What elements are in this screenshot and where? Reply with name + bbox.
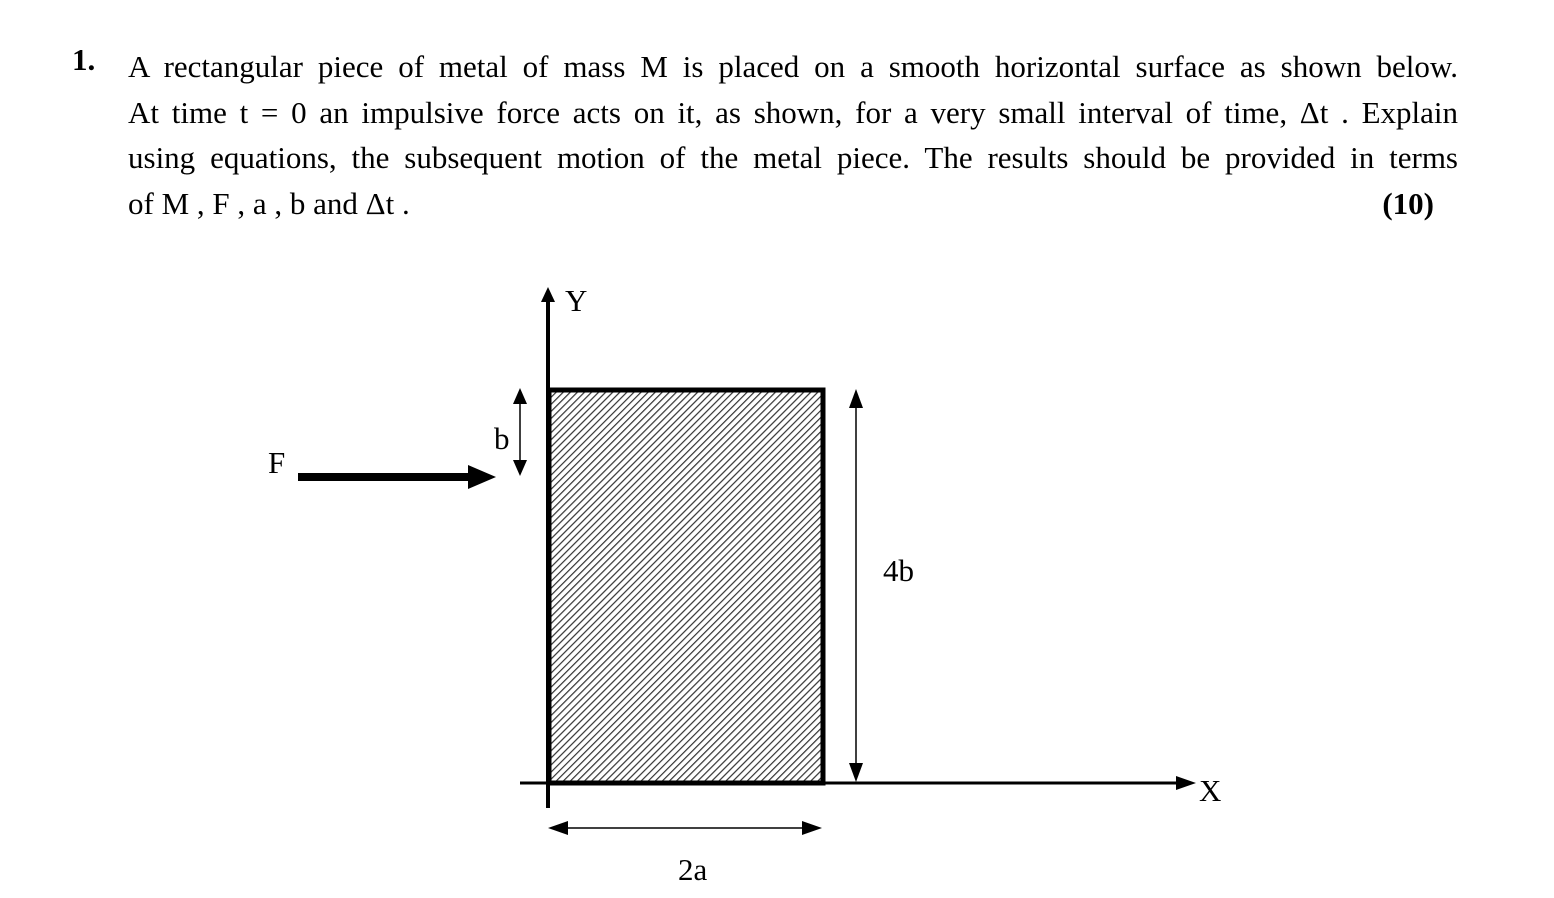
height-dimension [849, 389, 863, 782]
height-down-arrow-icon [849, 763, 863, 782]
force-label: F [268, 445, 286, 480]
height-up-arrow-icon [849, 389, 863, 408]
offset-up-arrow-icon [513, 388, 527, 404]
width-left-arrow-icon [548, 821, 568, 835]
force-arrow [298, 465, 496, 489]
width-right-arrow-icon [802, 821, 822, 835]
metal-block [549, 390, 823, 783]
question-line-3: using equations, the subsequent motion of the metal piece. The results should be provided in terms [128, 140, 1458, 175]
width-dimension [548, 821, 822, 835]
offset-dimension [513, 388, 527, 476]
question-line-4-text: of M , F , a , b and Δt . [128, 185, 410, 221]
force-arrowhead-icon [468, 465, 496, 489]
height-label: 4b [883, 553, 914, 588]
width-label: 2a [678, 852, 708, 887]
offset-label: b [494, 421, 510, 456]
offset-down-arrow-icon [513, 460, 527, 476]
y-axis-arrowhead-icon [541, 287, 555, 302]
y-axis-label: Y [565, 283, 588, 318]
x-axis-arrowhead-icon [1176, 776, 1196, 790]
x-axis-label: X [1199, 773, 1222, 808]
question-marks: (10) [1382, 185, 1434, 221]
question-number: 1. [72, 42, 96, 77]
question-line-1: A rectangular piece of metal of mass M is placed on a smooth horizontal surface as shown below. [128, 49, 1458, 84]
question-line-2: At time t = 0 an impulsive force acts on it, as shown, for a very small interval of time, Δt . Explain [128, 94, 1458, 130]
